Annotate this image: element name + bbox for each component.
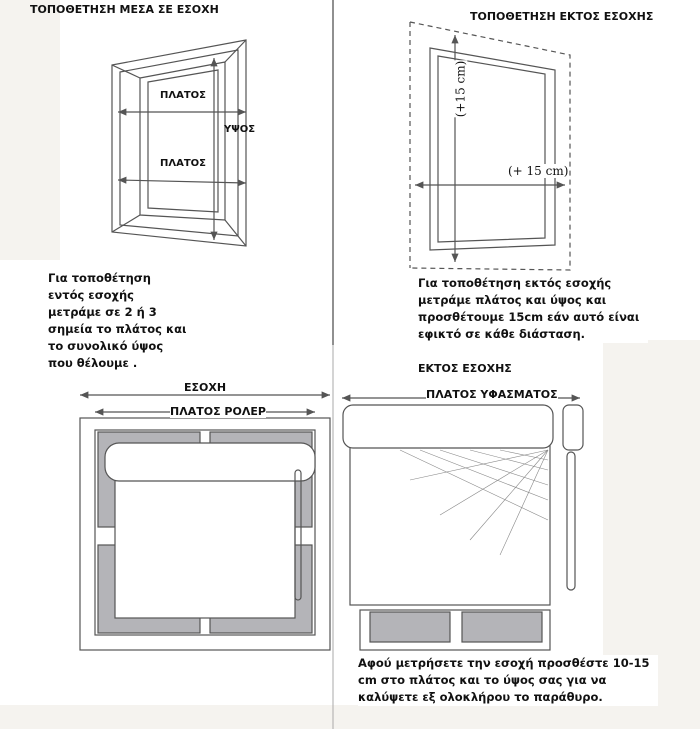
title-outside-recess: ΤΟΠΟΘΕΤΗΣΗ ΕΚΤΟΣ ΕΣΟΧΗΣ <box>470 10 654 23</box>
outside-recess-window-diagram <box>410 22 570 270</box>
roller-width-label: ΠΛΑΤΟΣ ΡΟΛΕΡ <box>170 405 266 418</box>
recess-label: ΕΣΟΧΗ <box>184 381 227 394</box>
bottom-description: Αφού μετρήσετε την εσοχή προσθέστε 10-15 cm στο πλάτος και το ύψος σας για να καλύψετε εξ ολοκλήρου το παράθυρο. <box>358 655 658 706</box>
fabric-width-label: ΠΛΑΤΟΣ ΥΦΑΣΜΑΤΟΣ <box>426 388 558 401</box>
width-extra-label: (+ 15 cm) <box>508 164 569 178</box>
height-extra-label: (+15 cm) <box>453 60 468 118</box>
recess-window-diagram <box>112 40 246 246</box>
height-label: ΥΨΟΣ <box>224 124 256 135</box>
title-outside-recess-bottom: ΕΚΤΟΣ ΕΣΟΧΗΣ <box>418 362 512 375</box>
roller-in-recess-diagram <box>80 395 330 650</box>
width-label-bottom: ΠΛΑΤΟΣ <box>160 158 207 169</box>
title-inside-recess: ΤΟΠΟΘΕΤΗΣΗ ΜΕΣΑ ΣΕ ΕΣΟΧΗ <box>30 3 219 16</box>
outside-recess-description: Για τοποθέτηση εκτός εσοχής μετράμε πλάτος και ύψος και προσθέτουμε 15cm εάν αυτό είναι εφικτό σε κάθε διάσταση. <box>418 275 648 343</box>
width-label-top: ΠΛΑΤΟΣ <box>160 90 207 101</box>
roller-outside-recess-diagram <box>342 398 583 650</box>
inside-recess-description: Για τοποθέτηση εντός εσοχής μετράμε σε 2 ή 3 σημεία το πλάτος και το συνολικό ύψος που θέλουμε . <box>48 271 187 370</box>
